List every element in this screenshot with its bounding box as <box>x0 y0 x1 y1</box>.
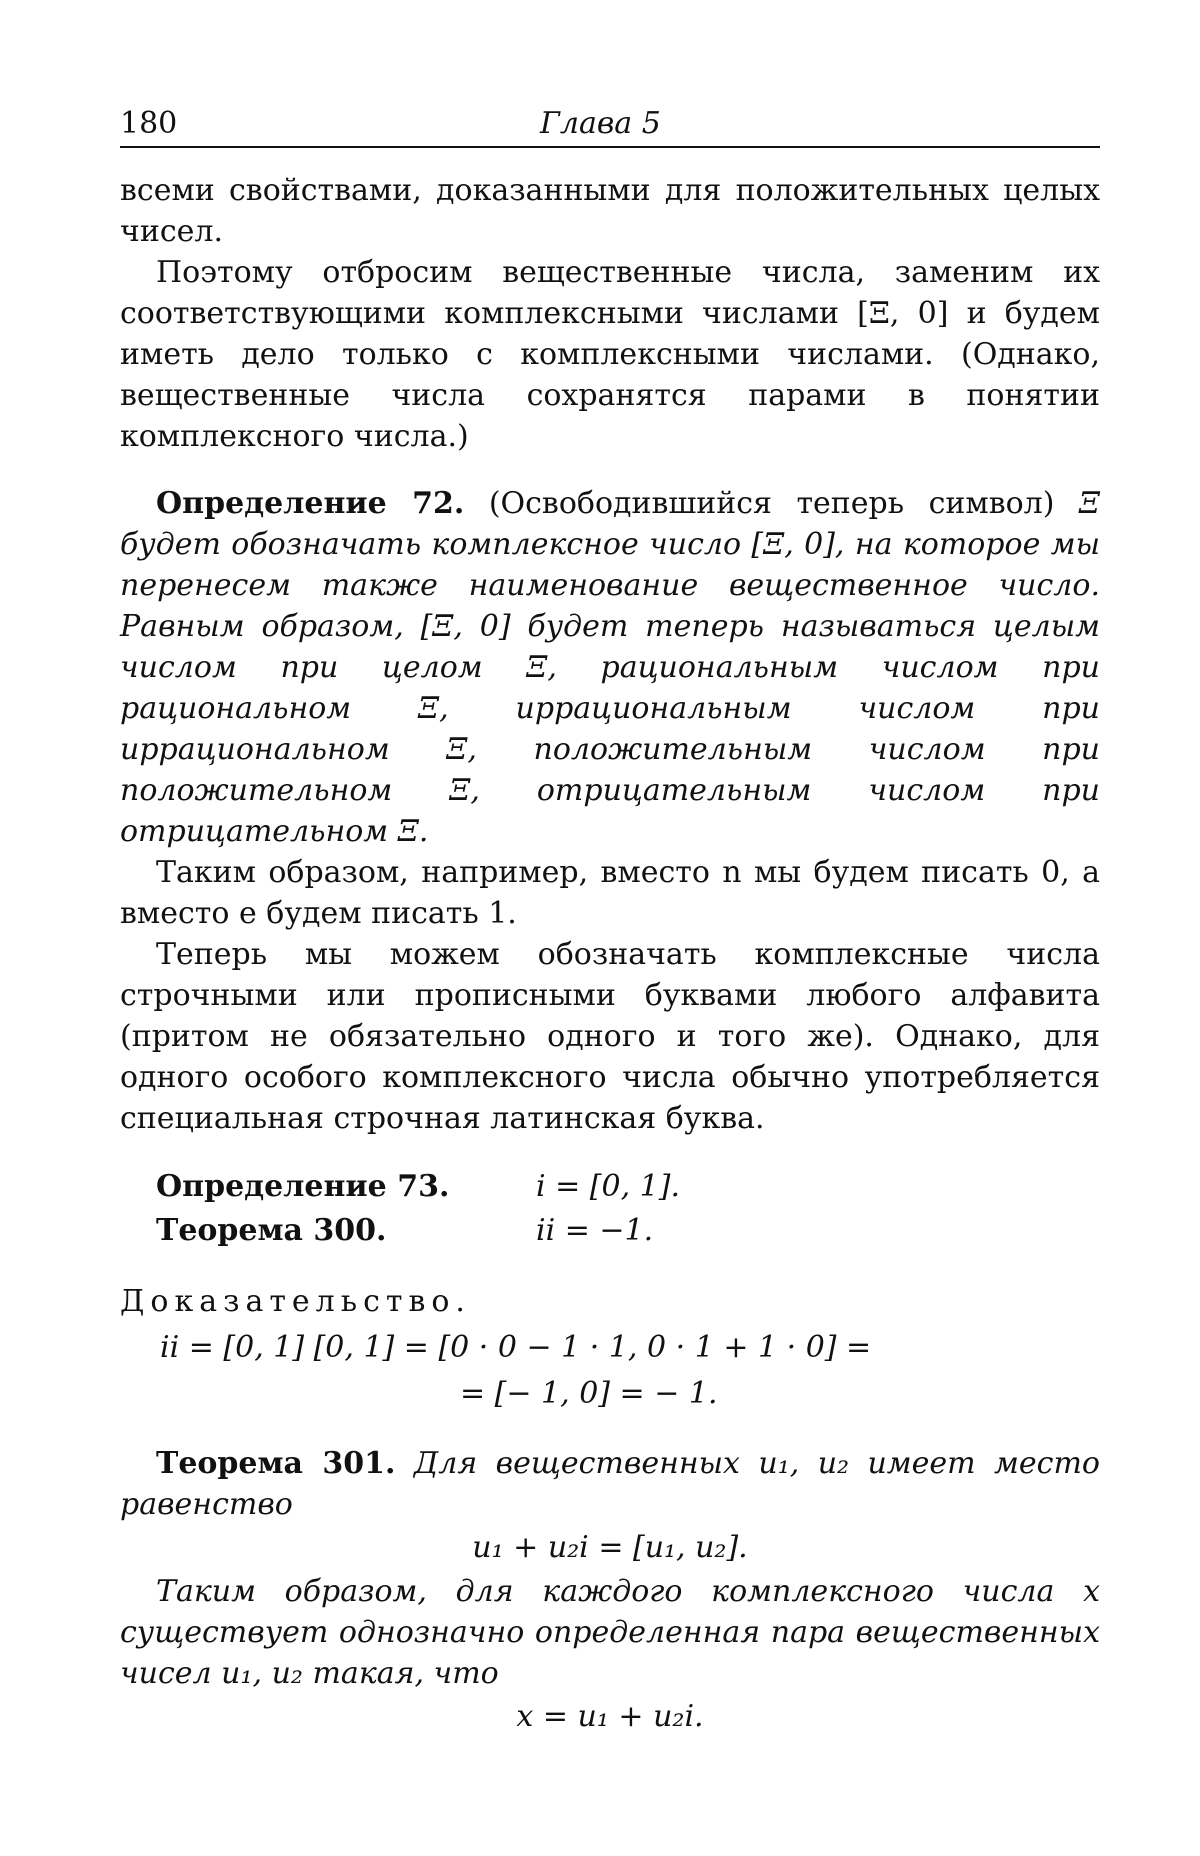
page-header <box>120 100 1100 148</box>
definitions-block <box>120 1165 1100 1253</box>
theorem-300-label: Теорема 300. <box>120 1209 536 1253</box>
paragraph-3: Таким образом, например, вместо n мы будем писать 0, а вместо e будем писать 1. <box>120 852 1100 934</box>
proof-label: Доказательство. <box>120 1279 1100 1325</box>
definition-73-label: Определение 73. <box>120 1165 536 1209</box>
final-formula: x = u₁ + u₂i. <box>120 1694 1100 1740</box>
definition-73-formula: i = [0, 1]. <box>536 1165 680 1209</box>
paragraph-2: Поэтому отбросим вещественные числа, заменим их соответствующими комплексными числами [Ξ, 0] и будем иметь дело только с комплексными числами. (Однако, вещественные числа сохранятся парами в понятии комплексного числа.) <box>120 252 1100 457</box>
definition-72 <box>120 483 1100 852</box>
theorem-301-formula: u₁ + u₂i = [u₁, u₂]. <box>120 1525 1100 1571</box>
theorem-300-formula: ii = −1. <box>536 1209 653 1253</box>
theorem-301-statement: Для вещественных u₁, u₂ имеет место равенство <box>120 1446 1100 1522</box>
proof-line-2: = [− 1, 0] = − 1. <box>120 1371 1100 1417</box>
definition-72-label: Определение 72. <box>156 486 464 521</box>
page-number: 180 <box>120 106 177 141</box>
paragraph-1: всеми свойствами, доказанными для положительных целых чисел. <box>120 170 1100 252</box>
paragraph-5: Таким образом, для каждого комплексного числа x существует однозначно определенная пара вещественных чисел u₁, u₂ такая, что <box>120 1571 1100 1694</box>
chapter-title: Глава 5 <box>540 106 661 141</box>
definition-72-body: Ξ будет обозначать комплексное число [Ξ, 0], на которое мы перенесем также наименование вещественное число. Равным образом, [Ξ, 0] будет теперь называться целым числом при целом Ξ, рациональным числом при рациональном Ξ, иррациональным числом при иррациональном Ξ, положительным числом при положительном Ξ, отрицательным числом при отрицательном Ξ. <box>120 486 1100 849</box>
page-body <box>120 170 1100 1740</box>
proof-line-1: ii = [0, 1] [0, 1] = [0 · 0 − 1 · 1, 0 · 1 + 1 · 0] = <box>120 1325 1100 1371</box>
theorem-301 <box>120 1443 1100 1525</box>
definition-72-intro: (Освободившийся теперь символ) <box>464 486 1079 521</box>
definition-73 <box>120 1165 1100 1209</box>
book-page <box>120 100 1100 1740</box>
paragraph-4: Теперь мы можем обозначать комплексные числа строчными или прописными буквами любого алфавита (притом не обязательно одного и того же). Однако, для одного особого комплексного числа обычно употребляется специальная строчная латинская буква. <box>120 934 1100 1139</box>
theorem-301-label: Теорема 301. <box>156 1446 395 1481</box>
theorem-300 <box>120 1209 1100 1253</box>
proof-block <box>120 1279 1100 1417</box>
